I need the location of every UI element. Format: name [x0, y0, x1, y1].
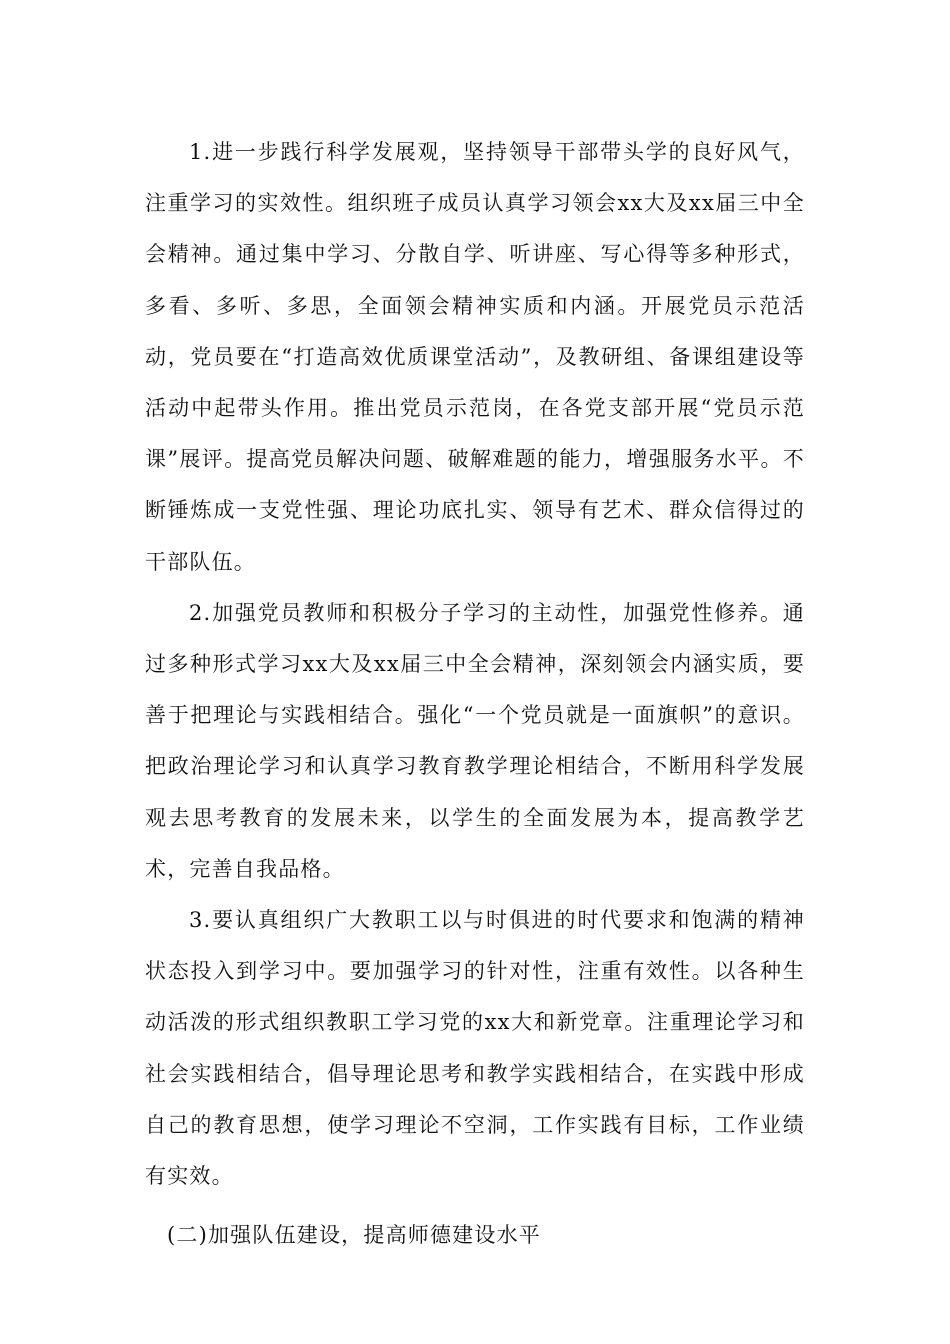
document-body: [145, 127, 805, 1261]
section-heading: (二)加强队伍建设，提高师德建设水平: [167, 1223, 541, 1248]
paragraph-3: 3.要认真组织广大教职工以与时俱进的时代要求和饱满的精神状态投入到学习中。要加强学习的针对性，注重有效性。以各种生动活泼的形式组织教职工学习党的xx大和新党章。注重理论学习和社会实践相结合，倡导理论思考和教学实践相结合，在实践中形成自己的教育思想，使学习理论不空洞，工作实践有目标，工作业绩有实效。: [145, 908, 805, 1189]
paragraph-1: 1.进一步践行科学发展观，坚持领导干部带头学的良好风气，注重学习的实效性。组织班子成员认真学习领会xx大及xx届三中全会精神。通过集中学习、分散自学、听讲座、写心得等多种形式，多看、多听、多思，全面领会精神实质和内涵。开展党员示范活动，党员要在“打造高效优质课堂活动”，及教研组、备课组建设等活动中起带头作用。推出党员示范岗，在各党支部开展“党员示范课”展评。提高党员解决问题、破解难题的能力，增强服务水平。不断锤炼成一支党性强、理论功底扎实、领导有艺术、群众信得过的干部队伍。: [145, 140, 805, 574]
paragraph-2: 2.加强党员教师和积极分子学习的主动性，加强党性修养。通过多种形式学习xx大及xx届三中全会精神，深刻领会内涵实质，要善于把理论与实践相结合。强化“一个党员就是一面旗帜”的意识。把政治理论学习和认真学习教育教学理论相结合，不断用科学发展观去思考教育的发展未来，以学生的全面发展为本，提高教学艺术，完善自我品格。: [145, 600, 805, 881]
